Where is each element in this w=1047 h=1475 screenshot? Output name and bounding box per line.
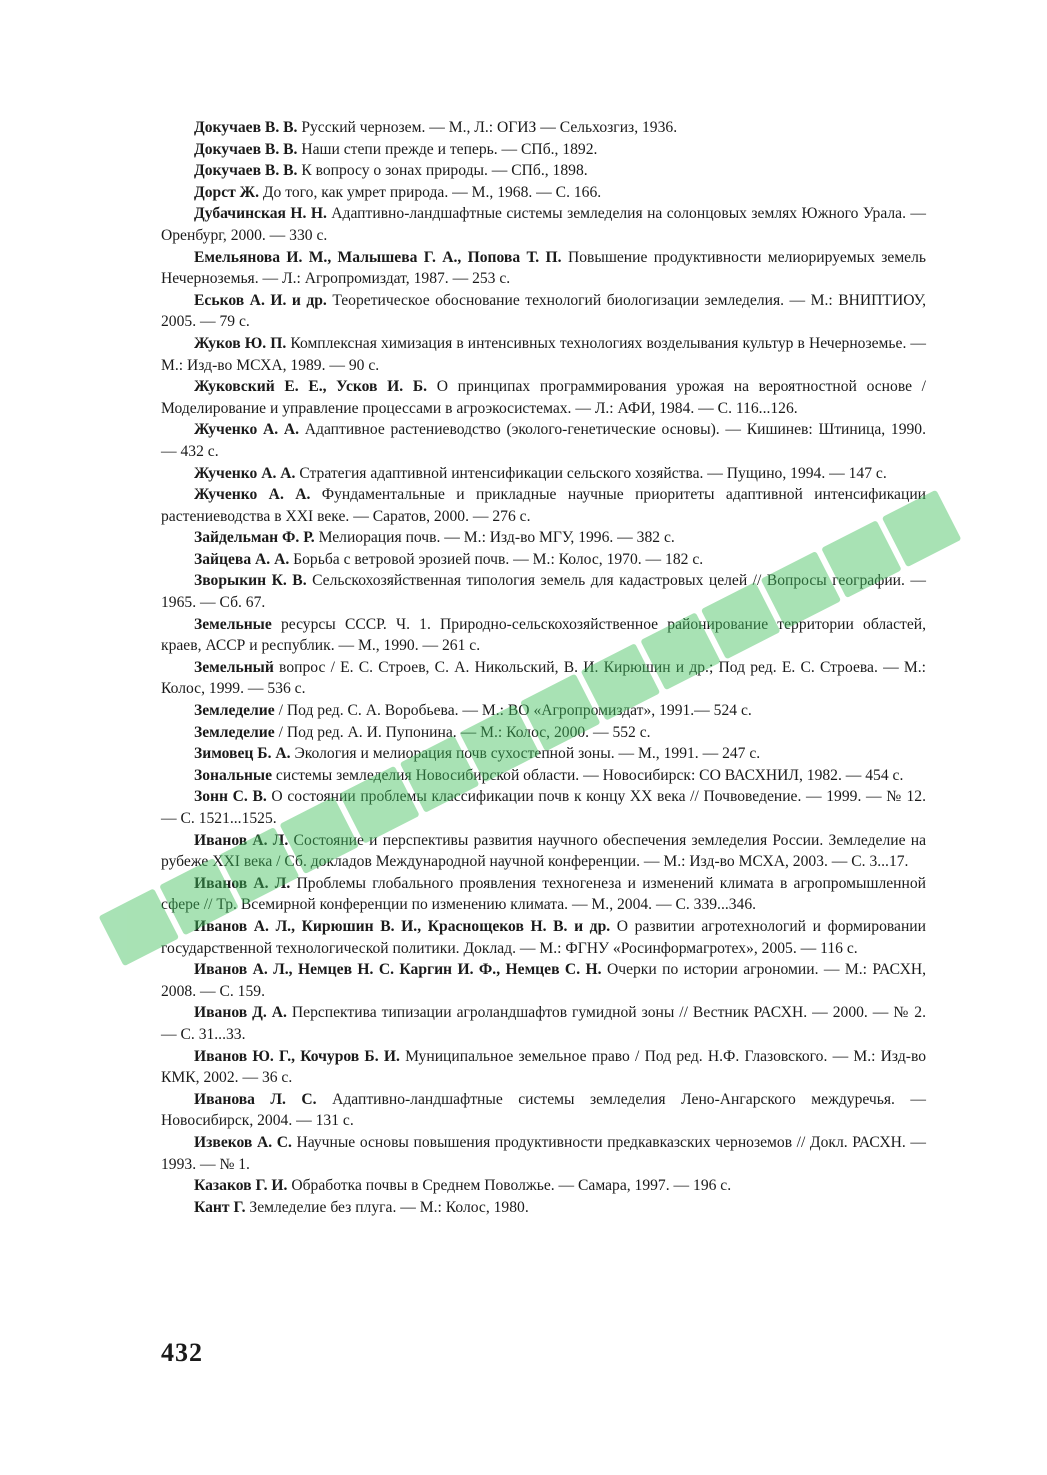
bibliography-entry <box>161 182 926 204</box>
bibliography-entry <box>161 657 926 700</box>
entry-text: Обработка почвы в Среднем Поволжье. — Самара, 1997. — 196 с. <box>287 1177 732 1195</box>
bibliography-entry <box>161 1046 926 1089</box>
entry-text: ресурсы СССР. Ч. 1. Природно-сельскохозяйственное районирование территории областей, краев, АССР и республик. — М., 1990. — 261 с. <box>161 615 926 655</box>
entry-author: Докучаев В. В. <box>194 162 298 180</box>
entry-text: Состояние и перспективы развития научного обеспечения земледелия России. Земледелие на рубеже XXI века / Сб. докладов Международной научной конференции. — М.: Изд-во МСХА, 2003. — С. 3...17. <box>161 831 927 871</box>
entry-text: Адаптивное растениеводство (эколого-генетические основы). — Кишинев: Штиница, 1990. — 432 с. <box>161 421 926 460</box>
entry-author: Иванов А. Л. <box>194 831 289 849</box>
entry-author: Земельные <box>194 615 272 633</box>
bibliography-entry <box>161 830 926 873</box>
entry-text: Сельскохозяйственная типология земель для кадастровых целей // Вопросы географии. — 1965. — Сб. 67. <box>161 572 926 612</box>
entry-author: Зимовец Б. А. <box>194 745 291 763</box>
bibliography-entry <box>161 527 926 549</box>
entry-text: Адаптивно-ландшафтные системы земледелия Лено-Ангарского междуречья. — Новосибирск, 2004. — 131 с. <box>161 1090 926 1130</box>
bibliography-entry <box>161 549 926 571</box>
entry-author: Кант Г. <box>194 1198 246 1216</box>
entry-text: Земледелие без плуга. — М.: Колос, 1980. <box>245 1198 529 1216</box>
bibliography-entry <box>161 959 926 1002</box>
entry-text: О развитии агротехнологий и формировании государственной технологической политики. Доклад. — М.: ФГНУ «Росинформагротех», 2005. — 116 с. <box>161 917 926 957</box>
bibliography-entry <box>161 743 926 765</box>
entry-text: Проблемы глобального проявления техногенеза и изменений климата в агропромышленной сфере // Тр. Всемирной конференции по изменению климата. — М., 2004. — С. 339...346. <box>161 874 926 914</box>
entry-author: Дорст Ж. <box>194 183 259 201</box>
bibliography-entry <box>161 1132 926 1175</box>
entry-text: Борьба с ветровой эрозией почв. — М.: Колос, 1970. — 182 с. <box>289 550 704 568</box>
entry-author: Иванов А. Л., Немцев Н. С. Каргин И. Ф., Немцев С. Н. <box>194 961 602 979</box>
entry-text: Адаптивно-ландшафтные системы земледелия на солонцовых землях Южного Урала. — Оренбург, 2000. — 330 с. <box>161 205 927 244</box>
entry-text: До того, как умрет природа. — М., 1968. — С. 166. <box>259 183 602 201</box>
entry-text: Мелиорация почв. — М.: Изд-во МГУ, 1996. — 382 с. <box>314 529 675 547</box>
bibliography-entry <box>161 160 926 182</box>
entry-text: К вопросу о зонах природы. — СПб., 1898. <box>297 162 588 180</box>
entry-text: Перспектива типизации агроландшафтов гумидной зоны // Вестник РАСХН. — 2000. — № 2. — С. 31...33. <box>161 1004 926 1043</box>
bibliography-entry <box>161 614 926 657</box>
bibliography-entry <box>161 203 926 246</box>
entry-author: Емельянова И. М., Малышева Г. А., Попова Т. П. <box>194 248 562 266</box>
bibliography-entry <box>161 873 926 916</box>
entry-author: Иванов А. Л., Кирюшин В. И., Краснощеков Н. В. и др. <box>194 917 611 935</box>
bibliography-entry <box>161 247 926 290</box>
bibliography-entry <box>161 139 926 161</box>
bibliography-entry <box>161 1175 926 1197</box>
entry-author: Иванов Д. А. <box>194 1004 287 1022</box>
entry-author: Жученко А. А. <box>194 421 300 439</box>
entry-text: О принципах программирования урожая на вероятностной основе / Моделирование и управление процессами в агроэкосистемах. — Л.: АФИ, 1984. — С. 116...126. <box>161 378 927 417</box>
bibliography-list <box>161 117 926 1218</box>
entry-text: Теоретическое обоснование технологий биологизации земледелия. — М.: ВНИПТИОУ, 2005. — 79 с. <box>161 291 926 331</box>
entry-text: Муниципальное земельное право / Под ред. Н.Ф. Глазовского. — М.: Изд-во КМК, 2002. — 36 с. <box>161 1047 926 1087</box>
entry-text: Комплексная химизация в интенсивных технологиях возделывания культур в Нечерноземье. — М.: Изд-во МСХА, 1989. — 90 с. <box>161 334 926 374</box>
entry-author: Земледелие <box>194 723 275 741</box>
entry-author: Жученко А. А. <box>194 464 296 482</box>
entry-author: Зайдельман Ф. Р. <box>194 529 315 547</box>
entry-author: Иванов А. Л. <box>194 874 291 892</box>
entry-author: Иванов Ю. Г., Кочуров Б. И. <box>194 1047 400 1065</box>
entry-text: Повышение продуктивности мелиорируемых земель Нечерноземья. — Л.: Агропромиздат, 1987. — 253 с. <box>161 248 926 288</box>
entry-author: Земледелие <box>194 702 275 720</box>
bibliography-entry <box>161 333 926 376</box>
bibliography-entry <box>161 117 926 139</box>
entry-author: Земельный <box>194 658 274 676</box>
entry-author: Жуковский Е. Е., Усков И. Б. <box>194 378 428 396</box>
entry-text: Наши степи прежде и теперь. — СПб., 1892. <box>297 140 598 158</box>
entry-author: Жученко А. А. <box>194 486 311 504</box>
entry-text: Русский чернозем. — М., Л.: ОГИЗ — Сельхозгиз, 1936. <box>297 119 678 136</box>
entry-author: Извеков А. С. <box>194 1133 292 1151</box>
entry-author: Зонн С. В. <box>194 788 267 806</box>
bibliography-entry <box>161 916 926 959</box>
entry-author: Зайцева А. А. <box>194 550 290 568</box>
entry-author: Докучаев В. В. <box>194 140 298 158</box>
entry-author: Зворыкин К. В. <box>194 572 307 590</box>
entry-text: / Под ред. С. А. Воробьева. — М.: ВО «Агропромиздат», 1991.— 524 с. <box>274 702 752 720</box>
entry-author: Жуков Ю. П. <box>194 334 287 352</box>
entry-author: Казаков Г. И. <box>194 1177 288 1195</box>
entry-author: Еськов А. И. и др. <box>194 291 327 309</box>
entry-text: Стратегия адаптивной интенсификации сельского хозяйства. — Пущино, 1994. — 147 с. <box>295 464 887 482</box>
entry-text: Фундаментальные и прикладные научные приоритеты адаптивной интенсификации растениеводства в XXI веке. — Саратов, 2000. — 276 с. <box>161 486 927 525</box>
bibliography-entry <box>161 1089 926 1132</box>
bibliography-entry <box>161 484 926 527</box>
entry-text: системы земледелия Новосибирской области. — Новосибирск: СО ВАСХНИЛ, 1982. — 454 с. <box>272 766 904 784</box>
entry-text: Научные основы повышения продуктивности предкавказских черноземов // Докл. РАСХН. — 1993. — № 1. <box>161 1133 926 1173</box>
bibliography-entry <box>161 786 926 829</box>
entry-text: вопрос / Е. С. Строев, С. А. Никольский, В. И. Кирюшин и др.; Под ред. Е. С. Строева. — М.: Колос, 1999. — 536 с. <box>161 658 926 698</box>
bibliography-entry <box>161 722 926 744</box>
entry-text: Очерки по истории агрономии. — М.: РАСХН, 2008. — С. 159. <box>161 961 926 1000</box>
entry-text: О состоянии проблемы классификации почв к концу XX века // Почвоведение. — 1999. — № 12. — С. 1521...1525. <box>161 788 927 827</box>
bibliography-entry <box>161 1197 926 1219</box>
entry-author: Докучаев В. В. <box>194 119 298 136</box>
entry-author: Иванова Л. С. <box>194 1090 317 1108</box>
bibliography-entry <box>161 376 926 419</box>
entry-text: / Под ред. А. И. Пупонина. — М.: Колос, 2000. — 552 с. <box>274 723 651 741</box>
entry-author: Дубачинская Н. Н. <box>194 205 327 223</box>
bibliography-entry <box>161 290 926 333</box>
page-number: 432 <box>161 1338 203 1367</box>
bibliography-entry <box>161 700 926 722</box>
bibliography-entry <box>161 419 926 462</box>
bibliography-entry <box>161 765 926 787</box>
entry-text: Экология и мелиорация почв сухостепной зоны. — М., 1991. — 247 с. <box>290 745 761 763</box>
bibliography-entry <box>161 1002 926 1045</box>
entry-author: Зональные <box>194 766 273 784</box>
bibliography-entry <box>161 463 926 485</box>
bibliography-entry <box>161 570 926 613</box>
